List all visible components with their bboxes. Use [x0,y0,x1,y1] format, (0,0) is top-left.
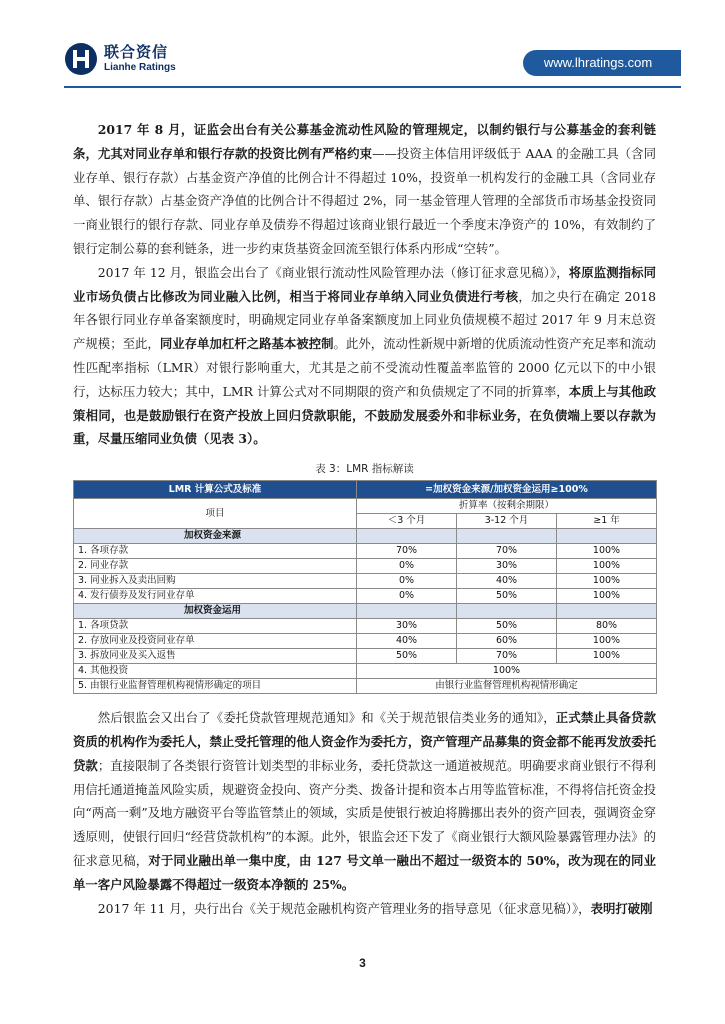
paragraph-2 [73,261,656,451]
row-name: 4. 发行债券及发行同业存单 [74,589,357,604]
rate-cell: 40% [357,634,457,649]
paragraph-3 [73,706,656,896]
row-name: 1. 各项存款 [74,544,357,559]
table-row [74,664,657,679]
bold-text-run: 将原监测指标同业市场负债占比修改为同业融入比例，相当于将同业存单纳入同业负债进行考核 [73,264,656,304]
term-label: 3-12 个月 [457,514,557,529]
text-run: 然后银监会又出台了《委托贷款管理规范通知》和《关于规范银信类业务的通知》， [97,710,556,726]
rate-cell: 30% [457,559,557,574]
section-row-uses [74,604,657,619]
text-run: 2017 年 12 月，银监会出台了《商业银行流动性风险管理办法（修订征求意见稿）》， [97,264,569,280]
table-row [74,649,657,664]
rate-cell: 70% [357,544,457,559]
bold-text-run: 同业存单加杠杆之路基本被控制 [159,336,334,352]
rate-cell: 80% [557,619,657,634]
company-name-cn: 联合资信 [104,43,169,61]
section-row-sources [74,529,657,544]
section-label: 加权资金来源 [74,529,357,544]
company-logo [64,42,176,76]
lmr-table [73,480,657,694]
term-label: ≥1 年 [557,514,657,529]
uses-rows [74,619,657,664]
col-item: 项目 [74,499,357,529]
bold-text-run: 2017 年 8 月，证监会出台有关公募基金流动性风险的管理规定，以制约银行与公募基金的套利链条，尤其对同业存单和银行存款的投资比例有严格约束 [73,122,656,161]
table-row [74,544,657,559]
website-url[interactable]: www.lhratings.com [523,50,673,76]
bold-text-run: 对于同业融出单一集中度，由 127 号文单一融出不超过一级资本的 50%，改为现在的同业单一客户风险暴露不得超过一级资本净额的 25%。 [73,852,657,892]
row-name: 3. 拆放同业及买入返售 [74,649,357,664]
rate-cell: 50% [457,589,557,604]
rate-cell: 100% [557,544,657,559]
term-label: ＜3 个月 [357,514,457,529]
col-group: 折算率（按剩余期限） [357,499,657,514]
row-name: 2. 同业存款 [74,559,357,574]
rate-cell: 100% [557,589,657,604]
table-row [74,559,657,574]
header-right: =加权资金来源/加权资金运用≥100% [357,481,657,499]
table-row [74,679,657,694]
rate-cell: 0% [357,589,457,604]
row-name: 5. 由银行业监督管理机构视情形确定的项目 [74,679,357,694]
rate-cell: 50% [457,619,557,634]
company-name-en: Lianhe Ratings [104,62,176,73]
rate-cell: 30% [357,619,457,634]
rate-cell: 50% [357,649,457,664]
table-row [74,634,657,649]
sources-rows [74,544,657,604]
rate-cell: 70% [457,649,557,664]
rate-cell: 100% [557,574,657,589]
header-left: LMR 计算公式及标准 [74,481,357,499]
row-name: 2. 存放同业及投资同业存单 [74,634,357,649]
row-name: 4. 其他投资 [74,664,357,679]
table-row [74,589,657,604]
row-value: 100% [357,664,657,679]
rate-cell: 60% [457,634,557,649]
header-rule [64,86,681,88]
rate-cell: 0% [357,574,457,589]
row-value: 由银行业监督管理机构视情形确定 [357,679,657,694]
text-run: ，加之央行在确定 2018 年各银行同业存单备案额度时，明确规定同业存单备案额度加上同业负债规模不超过 2017 年 9 月末总资产规模；至此， [73,288,656,352]
paragraph-4 [73,897,656,921]
table-caption: 表 3：LMR 指标解读 [315,463,414,476]
rate-cell: 100% [557,649,657,664]
table-subheader-row [74,499,657,514]
row-name: 1. 各项贷款 [74,619,357,634]
table-row [74,619,657,634]
rate-cell: 70% [457,544,557,559]
text-run: 。此外，流动性新规中新增的优质流动性资产充足率和流动性匹配率指标（LMR）对银行影响重大，尤其是之前不受流动性覆盖率监管的 2000 亿元以下的中小银行，达标压力较大；其中，LMR 计算公式对不同期限的资产和负债规定了不同的折算率， [73,336,657,399]
row-name: 3. 同业拆入及卖出回购 [74,574,357,589]
rate-cell: 100% [557,634,657,649]
table-row [74,574,657,589]
url-tab-edge [673,50,681,76]
bold-text-run: 本质上与其他政策相同，也是鼓励银行在资产投放上回归贷款职能，不鼓励发展委外和非标业务，在负债端上要以存款为重，尽量压缩同业负债（见表 3）。 [73,383,657,447]
page-header [0,32,725,90]
paragraph-1 [73,118,656,261]
section-label: 加权资金运用 [74,604,357,619]
page-content [73,118,656,920]
text-run: ；直接限制了各类银行资管计划类型的非标业务，委托贷款这一通道被规范。明确要求商业银行不得利用信托通道掩盖风险实质，规避资金投向、资产分类、拨备计提和资本占用等监管标准，不得将信托资金投向“两高一剩”及地方融资平台等监管禁止的领域，实质是使银行被迫将腾挪出表外的资产回表，强调资金穿透原则，使银行回归“经营贷款机构”的本源。此外，银监会还下发了《商业银行大额风险暴露管理办法》的征求意见稿， [73,757,657,868]
table-header-row [74,481,657,499]
bold-text-run: 表明打破刚 [590,900,653,916]
page-number: 3 [359,956,366,970]
rate-cell: 100% [557,559,657,574]
bold-text-run: 正式禁止具备贷款资质的机构作为委托人，禁止受托管理的他人资金作为委托方，资产管理产品募集的资金都不能再发放委托贷款 [73,710,656,773]
rate-cell: 0% [357,559,457,574]
text-run: 2017 年 11 月，央行出台《关于规范金融机构资产管理业务的指导意见（征求意见稿）》， [97,900,591,916]
text-run: ——投资主体信用评级低于 AAA 的金融工具（含同业存单、银行存款）占基金资产净值的比例合计不得超过 10%，投资单一机构发行的金融工具（含同业存单、银行存款）占基金资产净值的比例合计不得超过 2%，同一基金管理人管理的全部货币市场基金投资同一商业银行的银行存款、同业存单及债券不得超过该商业银行最近一个季度末净资产的 10%，有效制约了银行定制公募的套利链条，进一步约束货基资金回流至银行体系内形成“空转”。 [73,145,656,256]
rate-cell: 40% [457,574,557,589]
logo-icon [64,42,98,76]
